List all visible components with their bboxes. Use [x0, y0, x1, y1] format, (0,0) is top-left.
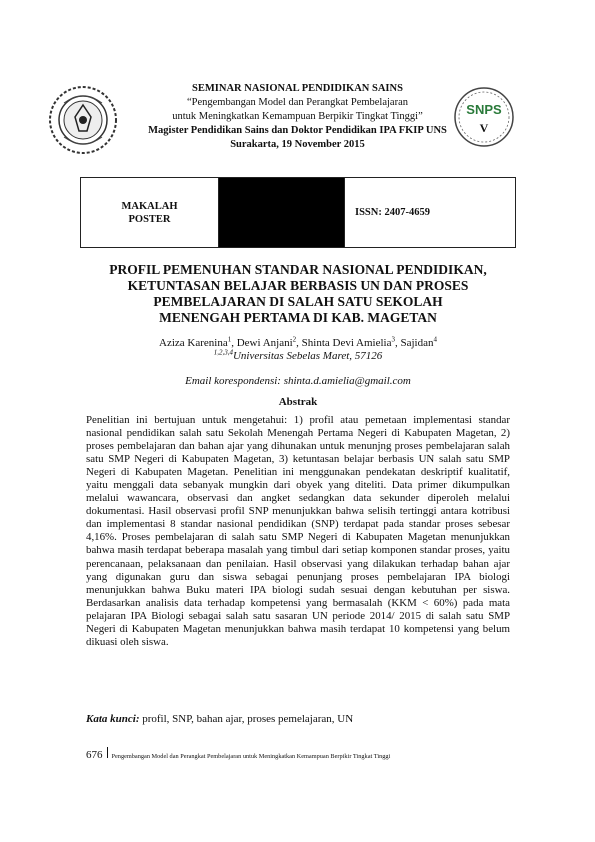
affiliation — [80, 350, 516, 363]
footer-text: Pengembangan Model dan Perangkat Pembelajaran untuk Meningkatkan Kemampuan Berpikir Tingkat Tinggi — [111, 753, 391, 760]
paper-title-line2: KETUNTASAN BELAJAR BERBASIS UN DAN PROSES — [127, 278, 469, 293]
footer-divider — [107, 747, 108, 758]
abstract-body: Penelitian ini bertujuan untuk mengetahui: 1) profil atau pemetaan implementasi standar nasional pendidikan salah satu Sekolah Menengah Pertama Negeri di Kabupaten Magetan, 2) proses pembelajaran dan bahan ajar yang dihunakan untuk menunjng proses pembelajaran salah satu SMP Negeri di Kabupaten Magetan, 3) ketuntasan belajar berbasis UN salah satu SMP Negeri di Kabupaten Magetan. Penelitian ini menggunakan pendekatan deskriptif kualitatif, yaitu menggali data sebanyak mungkin dari obyek yang diteliti. Data primer dikumpulkan melalui wawancara, observasi dan angket sedangkan data sekunder diperoleh melalui dokumentasi. Hasil observasi profil SNP menunjukkan bahwa selisih tertinggi antara kotribusi dan implementasi 8 standar nasional pendidikan (SNP) terdapat pada standar proses sebesar 4,16%. Proses pembelajaran di salah satu SMP Negeri di Kabupaten Magetan menunjukkan bahwa masih terdapat beberapa masalah yang timbul dari setiap komponen standar proses, yaitu perencanaan, pelaksanaan dan penilaian. Hasil observasi yang dilakukan terhadap bahan ajar yang digunakan guru dan siswa sebagai penunjang proses pembelajaran IPA biologi menunjukkan bahwa Buku materi IPA biologi sudah sesuai dengan kebutuhan per siswa. Berdasarkan analisis data terhadap kompetensi yang bermasalah (KKM < 60%) pada mata pelajaran IPA Biologi sebagai salah satu sasaran UN periode 2014/ 2015 di salah satu SMP Negeri di Kabupaten Magetan menunjukkan bahwa masih terdapat 10 kompetensi yang belum dikuasi oleh siswa. — [86, 414, 510, 648]
paper-title — [80, 262, 516, 326]
paper-type-cell — [81, 178, 219, 247]
paper-title-line4: MENENGAH PERTAMA DI KAB. MAGETAN — [159, 310, 437, 325]
redacted-cell — [219, 178, 345, 247]
seminar-organizer: Magister Pendidikan Sains dan Doktor Pendidikan IPA FKIP UNS — [148, 125, 447, 136]
author-list — [80, 337, 516, 350]
seminar-title: SEMINAR NASIONAL PENDIDIKAN SAINS — [192, 83, 403, 94]
snps-logo — [452, 86, 516, 148]
author-name: , Shinta Devi Amielia — [296, 337, 392, 349]
snps-logo-roman: V — [479, 121, 489, 135]
author-name: Aziza Karenina — [159, 337, 228, 349]
keywords-text: profil, SNP, bahan ajar, proses pemelajaran, UN — [139, 713, 354, 725]
author-sup: 4 — [433, 335, 437, 344]
keywords-label: Kata kunci: — [86, 713, 140, 725]
seminar-theme-line1: “Pengembangan Model dan Perangkat Pembelajaran — [186, 97, 408, 108]
page-footer — [86, 747, 526, 761]
author-sup: 2 — [292, 335, 297, 344]
paper-title-line1: PROFIL PEMENUHAN STANDAR NASIONAL PENDIDIKAN, — [109, 262, 487, 277]
paper-type-line2: POSTER — [128, 213, 171, 225]
author-name: , Sajidan — [394, 337, 434, 349]
snps-logo-text: SNPS — [466, 102, 502, 117]
seminar-header — [100, 82, 495, 152]
author-sup: 3 — [391, 335, 395, 344]
corresponding-email: Email korespondensi: shinta.d.amielia@gmail.com — [185, 375, 411, 387]
issn-text: ISSN: 2407-4659 — [355, 207, 430, 218]
paper-title-line3: PEMBELAJARAN DI SALAH SATU SEKOLAH — [153, 294, 443, 309]
affiliation-sup: 1,2,3,4 — [213, 348, 233, 357]
page-number: 676 — [86, 749, 103, 761]
abstract-heading: Abstrak — [278, 396, 318, 408]
seminar-date: Surakarta, 19 November 2015 — [230, 139, 365, 150]
issn-cell — [345, 178, 515, 247]
paper-type-line1: MAKALAH — [121, 200, 178, 212]
affiliation-text: Universitas Sebelas Maret, 57126 — [232, 350, 383, 362]
paper-info-box — [80, 177, 516, 248]
author-name: , Dewi Anjani — [231, 337, 293, 349]
author-sup: 1 — [227, 335, 232, 344]
seminar-theme-line2: untuk Meningkatkan Kemampuan Berpikir Tingkat Tinggi” — [172, 111, 423, 122]
keywords — [86, 713, 510, 725]
